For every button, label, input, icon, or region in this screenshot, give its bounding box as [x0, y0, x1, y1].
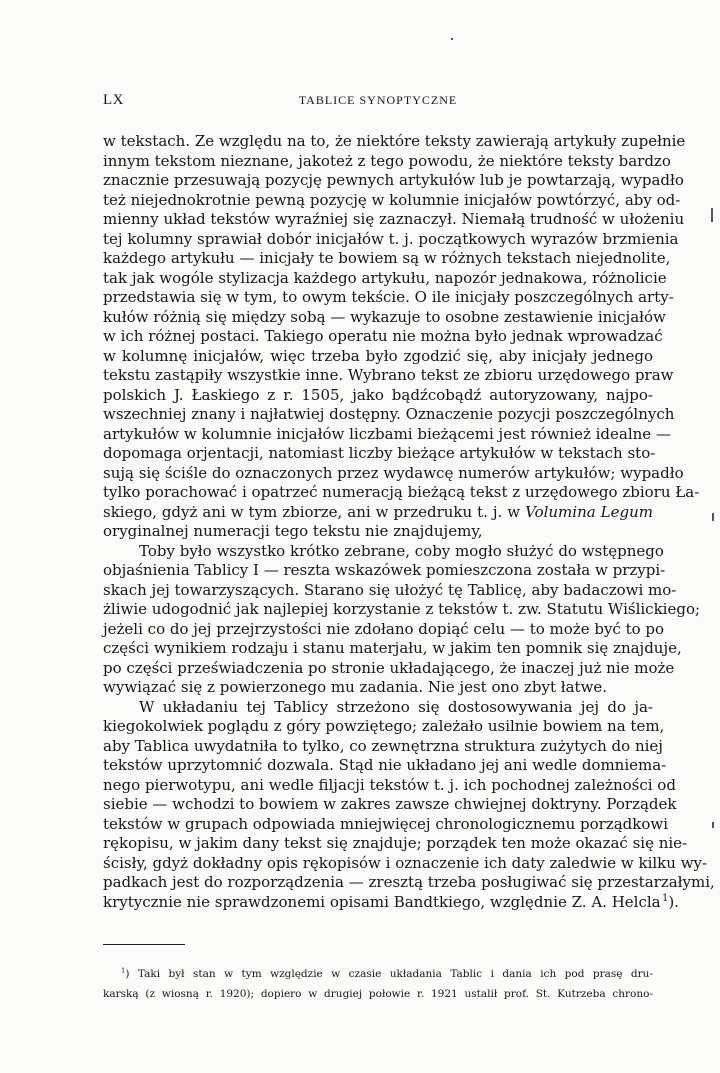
- text-line: kułów różnią się między sobą — wykazuje to osobne zestawienie inicjałów: [103, 307, 666, 326]
- line-text: krytycznie nie sprawdzonemi opisami Bandtkiego, względnie Z. A. Helcla: [103, 892, 661, 911]
- scan-speck: [451, 38, 453, 40]
- text-line: oryginalnej numeracji tego tekstu nie znajdujemy,: [103, 522, 483, 540]
- running-head: TABLICE SYNOPTYCZNE: [298, 93, 458, 107]
- body-text: [103, 132, 715, 912]
- line-text: skiego, gdyż ani w tym zbiorze, ani w przedruku t. j. w: [103, 502, 521, 521]
- paragraph-3: [103, 697, 715, 913]
- text-line: Toby było wszystko krótko zebrane, coby mogło służyć do wstępnego: [139, 541, 664, 560]
- text-line: przedstawia się w tym, to owym tekście. O ile inicjały poszczególnych arty-: [103, 288, 674, 306]
- text-line: znacznie przesuwają pozycję pewnych artykułów lub je powtarzają, wypadło: [103, 171, 684, 189]
- text-line: tak jak wogóle stylizacja każdego artykułu, napozór jednakowa, różnolicie: [103, 268, 667, 287]
- text-line: [103, 503, 653, 523]
- text-line: w ich różnej postaci. Takiego operatu nie można było jednak wprowadzać: [103, 327, 663, 345]
- text-line: sują się ściśle do oznaczonych przez wydawcę numerów artykułów; wypadło: [103, 463, 684, 482]
- text-line: innym tekstom nieznane, jakoteż z tego powodu, że niektóre teksty bardzo: [103, 151, 671, 170]
- text-line: każdego artykułu — inicjały te bowiem są w różnych tekstach niejednolite,: [103, 249, 671, 267]
- text-line: artykułów w kolumnie inicjałów liczbami bieżącemi jest również idealne —: [103, 424, 671, 443]
- text-line: [103, 892, 679, 913]
- text-line: po części przeświadczenia po stronie układającego, że inaczej już nie może: [103, 658, 675, 677]
- text-line: dopomaga orjentacji, natomiast liczby bieżące artykułów w tekstach sto-: [103, 444, 656, 462]
- text-line: części wynikiem rodzaju i stanu materjału, w jakim ten pomnik się znajduje,: [103, 639, 682, 657]
- text-line: objaśnienia Tablicy I — reszta wskazówek pomieszczona została w przypi-: [103, 561, 666, 579]
- text-line: skach jej towarzyszących. Starano się ułożyć tę Tablicę, aby badaczowi mo-: [103, 580, 677, 599]
- scan-speck: [711, 208, 713, 222]
- page-header: [103, 92, 653, 110]
- footnote-line: [103, 964, 653, 984]
- text-line: padkach jest do rozporządzenia — zresztą trzeba posługiwać się przestarzałymi,: [103, 873, 715, 891]
- text-line: tej kolumny sprawiał dobór inicjałów t. j. początkowych wyrazów brzmienia: [103, 229, 679, 248]
- text-line: kiegokolwiek poglądu z góry powziętego; zależało usilnie bowiem na tem,: [103, 717, 665, 735]
- scan-speck: [712, 822, 714, 828]
- line-text: ).: [668, 892, 679, 911]
- footnote-text: ) Taki był stan w tym względzie w czasie układania Tablic i dania ich pod prasę dru-: [125, 968, 653, 980]
- text-line: ścisły, gdyż dokładny opis rękopisów i oznaczenie ich daty zaledwie w kilku wy-: [103, 853, 708, 872]
- text-line: też niejednokrotnie pewną pozycję w kolumnie inicjałów powtórzyć, aby od-: [103, 190, 681, 209]
- paragraph-2: [103, 541, 701, 698]
- text-line: tylko porachować i opatrzeć numeracją bieżącą tekst z urzędowego zbioru Ła-: [103, 483, 700, 501]
- text-line: siebie — wchodzi to bowiem w zakres zawsze chwiejnej doktryny. Porządek: [103, 795, 677, 813]
- text-line: tekstów w grupach odpowiada mniejwięcej chronologicznemu porządkowi: [103, 814, 669, 833]
- paragraph-1: [103, 132, 700, 542]
- text-line: rękopisu, w jakim dany tekst się znajduje; porządek ten może okazać się nie-: [103, 834, 688, 852]
- footnote-reference[interactable]: 1: [662, 892, 669, 904]
- footnote-marker: 1: [121, 966, 126, 975]
- text-line: żliwie udogodnić jak najlepiej korzystanie z tekstów t. zw. Statutu Wiślickiego;: [103, 600, 701, 618]
- text-line: wszechniej znany i najłatwiej dostępny. Oznaczenie pozycji poszczególnych: [103, 405, 675, 423]
- footnote-rule: [103, 944, 185, 945]
- text-line: mienny układ tekstów wyraźniej się zaznaczył. Niemałą trudność w ułożeniu: [103, 210, 685, 228]
- page-number: LX: [103, 92, 124, 108]
- italic-title: Volumina Legum: [525, 502, 653, 521]
- text-line: w tekstach. Ze względu na to, że niektóre teksty zawierają artykuły zupełnie: [103, 132, 686, 150]
- text-line: tekstu zastąpiły wszystkie inne. Wybrano tekst ze zbioru urzędowego praw: [103, 366, 674, 384]
- footnote-line: karską (z wiosną r. 1920); dopiero w drugiej połowie r. 1921 ustalił prof. St. Kutrzeba chrono-: [103, 988, 653, 1000]
- text-line: wywiązać się z powierzonego mu zadania. Nie jest ono zbyt łatwe.: [103, 678, 608, 696]
- text-line: tekstów uprzytomnić dozwala. Stąd nie układano jej ani wedle domniema-: [103, 756, 667, 774]
- scan-speck: [712, 513, 714, 521]
- footnote: [103, 964, 653, 1004]
- text-line: nego pierwotypu, ani wedle filjacji tekstów t. j. ich pochodnej zależności od: [103, 775, 676, 794]
- text-line: polskich J. Łaskiego z r. 1505, jako bądźcobądź autoryzowany, najpo-: [103, 385, 653, 404]
- text-line: aby Tablica uwydatniła to tylko, co zewnętrzna struktura zużytych do niej: [103, 736, 663, 755]
- text-line: w kolumnę inicjałów, więc trzeba było zgodzić się, aby inicjały jednego: [103, 346, 653, 365]
- text-line: W układaniu tej Tablicy strzeżono się dostosowywania jej do ja-: [139, 697, 653, 716]
- text-line: jeżeli co do jej przejrzystości nie zdołano dopiąć celu — to może być to po: [103, 619, 665, 638]
